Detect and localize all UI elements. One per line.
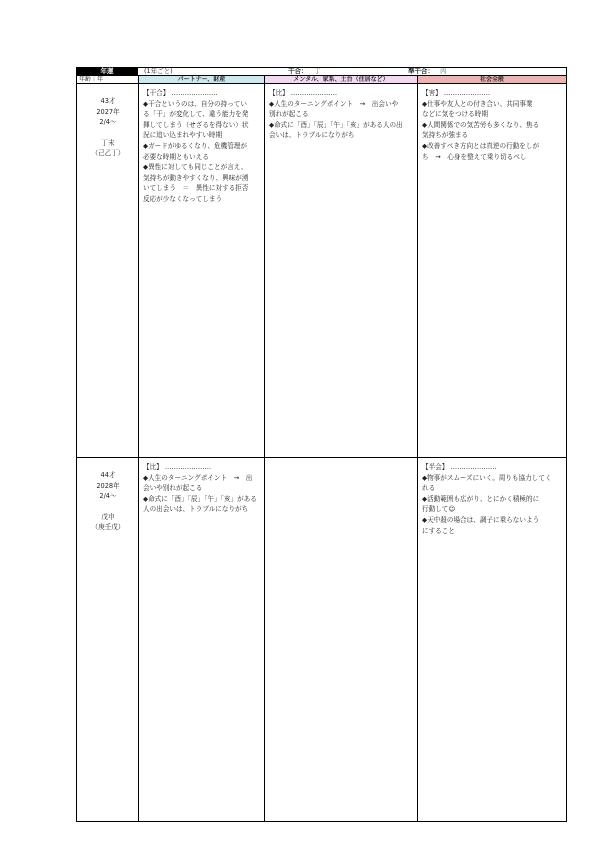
text-line: 【害】 ………………… xyxy=(422,89,491,97)
table-row xyxy=(76,458,567,822)
col-mental: メンタル、家系、土台（住居など） xyxy=(265,76,418,83)
kanshi: 戊申 xyxy=(101,512,115,521)
text-line: 人の出会いは、トラブルになりがち xyxy=(143,505,249,514)
year: 2027年 xyxy=(96,107,120,116)
text-line: ◆命式に「酉」「辰」「午」「亥」がある xyxy=(143,494,257,503)
period-label: (1年ごと) xyxy=(144,67,173,75)
partner-cell xyxy=(139,84,265,457)
text-line: ち → 心身を整えて乗り切るべし xyxy=(422,152,527,161)
mental-cell xyxy=(265,84,418,457)
text-line: れる xyxy=(422,484,436,493)
text-line: 行動して☺ xyxy=(422,505,456,514)
text-line: る「干」が変化して、違う能力を発 xyxy=(143,110,249,119)
kanshi: 丁未 xyxy=(101,138,115,147)
text-line: 必要な時期ともいえる xyxy=(143,152,209,161)
text-line: ◆人生のターニングポイント → 出会いや xyxy=(269,99,399,108)
kango-label: 干合： xyxy=(288,67,308,75)
text-line: いてしまう ＝ 異性に対する拒否 xyxy=(143,184,249,193)
age-year-cell xyxy=(77,84,139,457)
text-line: ◆活動範囲も広がり、とにかく積極的に xyxy=(422,494,540,503)
text-line: ◆天中殺の場合は、調子に乗らないよう xyxy=(422,515,540,524)
text-line: 【比】 ………………… xyxy=(269,89,338,97)
fortune-sheet xyxy=(76,67,567,822)
text-line: 気持ちが動きやすくなり、興味が湧 xyxy=(143,173,249,182)
text-line: 反応が少なくなってしまう xyxy=(143,194,223,203)
society-cell xyxy=(418,458,566,821)
start-date: 2/4～ xyxy=(99,492,117,501)
text-line: 【比】 ………………… xyxy=(143,463,212,471)
text-line: ◆人間関係での気苦労も多くなり、焦る xyxy=(422,120,540,129)
kango-value: 丁 xyxy=(314,67,321,75)
age: 43才 xyxy=(100,97,116,105)
text-line: ◆異性に対しても同じことが言え、 xyxy=(143,163,248,172)
start-date: 2/4～ xyxy=(99,118,117,127)
text-line: 【半会】 ………………… xyxy=(422,463,497,471)
text-line: 別れが起こる xyxy=(269,110,309,119)
society-cell xyxy=(418,84,566,457)
text-line: などに気をつける時期 xyxy=(422,110,488,119)
text-line: ◆改善すべき方向とは真逆の行動をしが xyxy=(422,141,540,150)
text-line: 会いは、トラブルになりがち xyxy=(269,131,355,140)
mental-cell xyxy=(265,458,418,821)
text-line: にすること xyxy=(422,526,455,535)
age-year-cell xyxy=(77,458,139,821)
text-line: 況に追い込まれやすい時期 xyxy=(143,131,223,140)
header-row xyxy=(76,67,567,75)
col-society: 社会全般 xyxy=(418,76,566,83)
jun-kango-label: 準干合： xyxy=(408,67,434,75)
jun-kango-value: 丙 xyxy=(440,67,447,75)
text-line: ◆ガードがゆるくなり、危機管理が xyxy=(143,141,247,150)
col-partner: パートナー、財産 xyxy=(139,76,265,83)
page-title: 年運 xyxy=(76,67,138,75)
text-line: ◆命式に「酉」「辰」「午」「亥」がある人の出 xyxy=(269,120,403,129)
text-line: ◆干合というのは、自分の持ってい xyxy=(143,99,247,108)
text-line: ◆仕事や友人との付き合い、共同事業 xyxy=(422,99,533,108)
header-info xyxy=(138,67,567,75)
text-line: 揮してしまう（せざるを得ない）状 xyxy=(143,120,249,129)
text-line: 【干合】 ………………… xyxy=(143,89,218,97)
zokan: （庚壬戊） xyxy=(91,523,125,532)
col-age-year: 年齢｜年 xyxy=(77,76,139,83)
partner-cell xyxy=(139,458,265,821)
age: 44才 xyxy=(100,471,116,479)
column-header-row xyxy=(76,75,567,84)
table-row xyxy=(76,84,567,458)
year: 2028年 xyxy=(96,481,120,490)
zokan: （己乙丁） xyxy=(91,149,125,158)
text-line: 気持ちが強まる xyxy=(422,131,469,140)
text-line: 会いや別れが起こる xyxy=(143,484,203,493)
text-line: ◆人生のターニングポイント → 出 xyxy=(143,473,253,482)
text-line: ◆物事がスムーズにいく。周りも協力してく xyxy=(422,473,552,482)
